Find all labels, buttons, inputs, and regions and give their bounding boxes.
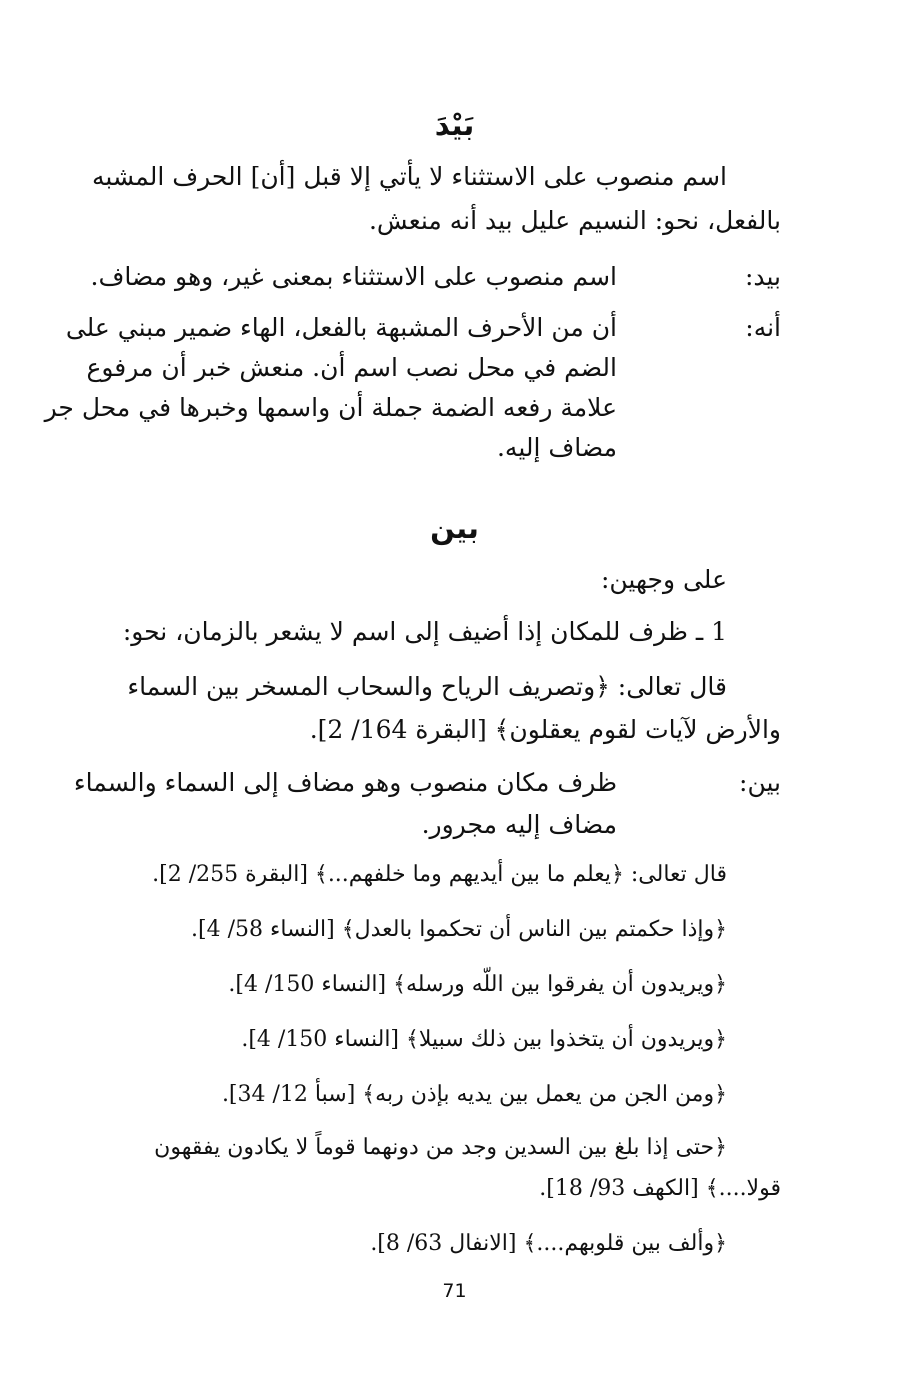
parse-text-annahu-1: أن من الأحرف المشبهة بالفعل، الهاء ضمير مبني على [65, 313, 617, 342]
rule-line-1: 1 ـ ظرف للمكان إذا أضيف إلى اسم لا يشعر بالزمان، نحو: [122, 617, 727, 646]
verse-line-6: ﴿حتى إذا بلغ بين السدين وجد من دونهما قوماً لا يكادون يفقهون [154, 1135, 727, 1160]
parse-text-annahu-2: الضم في محل نصب اسم أن. منعش خبر أن مرفوع [86, 353, 617, 382]
parse-text-bayna-2: مضاف إليه مجرور. [421, 810, 617, 839]
parse-text-bayna-1: ظرف مكان منصوب وهو مضاف إلى السماء والسماء [73, 768, 617, 797]
definition-line-1: اسم منصوب على الاستثناء لا يأتي إلا قبل [أن] الحرف المشبه [92, 162, 727, 191]
verse-line-5: ﴿ومن الجن من يعمل بين يديه بإذن ربه﴾ [سبأ 12/ 34]. [221, 1082, 727, 1107]
verse-line-8: ﴿وألف بين قلوبهم....﴾ [الانفال 63/ 8]. [370, 1231, 727, 1256]
quote-line-1: قال تعالى: ﴿وتصريف الرياح والسحاب المسخر بين السماء [127, 672, 727, 701]
parse-term-bayd: بيد: [744, 262, 781, 291]
page-number: 71 [442, 1280, 467, 1302]
parse-term-annahu: أنه: [745, 313, 781, 342]
definition-line-2: بالفعل، نحو: النسيم عليل بيد أنه منعش. [368, 206, 781, 235]
parse-text-bayd: اسم منصوب على الاستثناء بمعنى غير، وهو مضاف. [90, 262, 617, 291]
parse-text-annahu-3: علامة رفعه الضمة جملة أن واسمها وخبرها في محل جر [44, 393, 617, 422]
intro-line: على وجهين: [600, 565, 727, 594]
verse-line-4: ﴿ويريدون أن يتخذوا بين ذلك سبيلا﴾ [النساء 150/ 4]. [241, 1027, 727, 1052]
parse-text-annahu-4: مضاف إليه. [496, 433, 617, 462]
entry-heading-bayna: بين [430, 511, 479, 545]
verse-line-2: ﴿وإذا حكمتم بين الناس أن تحكموا بالعدل﴾ [النساء 58/ 4]. [191, 917, 727, 942]
verse-line-7: قولا....﴾ [الكهف 93/ 18]. [539, 1176, 781, 1201]
entry-heading-bayda: بَيْدَ [434, 108, 475, 142]
quote-line-2: والأرض لآيات لقوم يعقلون﴾ [البقرة 164/ 2]. [309, 715, 781, 744]
verse-line-3: ﴿ويريدون أن يفرقوا بين اللّه ورسله﴾ [النساء 150/ 4]. [228, 972, 727, 997]
parse-term-bayna: بين: [739, 768, 781, 797]
verse-line-1: قال تعالى: ﴿يعلم ما بين أيديهم وما خلفهم...﴾ [البقرة 255/ 2]. [152, 862, 727, 887]
